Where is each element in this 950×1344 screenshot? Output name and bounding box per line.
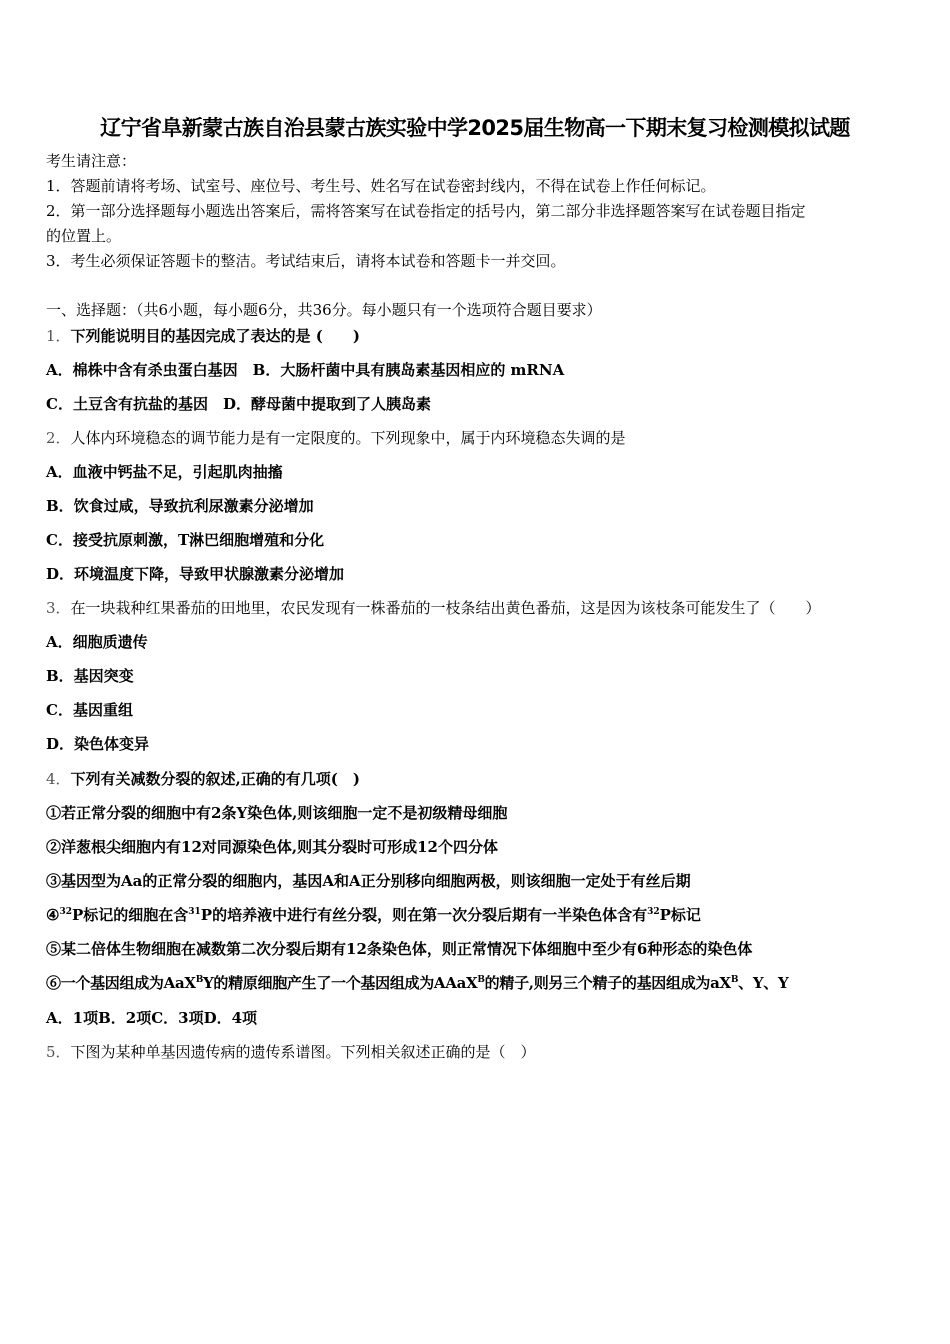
- q4-statement-5: ⑤某二倍体生物细胞在减数第二次分裂后期有12条染色体，则正常情况下体细胞中至少有6种形态的染色体: [46, 940, 753, 958]
- notice-item-1: 1．答题前请将考场、试室号、座位号、考生号、姓名写在试卷密封线内，不得在试卷上作任何标记。: [46, 177, 716, 195]
- question-number: 3．: [46, 599, 71, 617]
- q3-option-a: A．细胞质遗传: [46, 633, 148, 651]
- question-5: [46, 1042, 536, 1062]
- question-stem: 下图为某种单基因遗传病的遗传系谱图。下列相关叙述正确的是（ ）: [70, 1043, 536, 1061]
- question-stem: 人体内环境稳态的调节能力是有一定限度的。下列现象中，属于内环境稳态失调的是: [70, 429, 626, 447]
- q4-statement-4: [46, 905, 701, 925]
- q2-option-a: A．血液中钙盐不足，引起肌肉抽搐: [46, 463, 283, 481]
- q4-options: A．1项B．2项C．3项D．4项: [46, 1009, 258, 1027]
- superscript: B: [477, 975, 485, 985]
- q3-option-d: D．染色体变异: [46, 735, 150, 753]
- question-stem: 下列能说明目的基因完成了表达的是 ( ): [70, 327, 360, 345]
- q1-options-ab: A．棉株中含有杀虫蛋白基因 B．大肠杆菌中具有胰岛素基因相应的 mRNA: [46, 361, 565, 379]
- superscript: B: [195, 975, 204, 985]
- statement-mark: ④: [46, 906, 60, 924]
- superscript: B: [730, 975, 739, 985]
- statement-text: P标记: [659, 906, 701, 924]
- q2-option-c: C．接受抗原刺激，T淋巴细胞增殖和分化: [46, 531, 325, 549]
- statement-text: 、Y、Y: [738, 974, 789, 992]
- q4-statement-6: [46, 973, 788, 993]
- superscript: 31: [188, 907, 201, 917]
- notice-heading: 考生请注意：: [46, 152, 137, 170]
- statement-text: ⑥一个基因组成为AaX: [46, 974, 196, 992]
- question-number: 5．: [46, 1043, 71, 1061]
- notice-item-2b: 的位置上。: [46, 227, 122, 245]
- notice-item-3: 3．考生必须保证答题卡的整洁。考试结束后，请将本试卷和答题卡一并交回。: [46, 252, 566, 270]
- q3-option-b: B．基因突变: [46, 667, 134, 685]
- question-3: [46, 598, 821, 618]
- question-1: [46, 326, 360, 346]
- q4-statement-1: ①若正常分裂的细胞中有2条Y染色体,则该细胞一定不是初级精母细胞: [46, 804, 508, 822]
- page-title: 辽宁省阜新蒙古族自治县蒙古族实验中学2025届生物高一下期末复习检测模拟试题: [100, 116, 850, 140]
- statement-text: Y的精原细胞产生了一个基因组成为AAaX: [203, 974, 478, 992]
- q2-option-d: D．环境温度下降，导致甲状腺激素分泌增加: [46, 565, 345, 583]
- statement-text: P的培养液中进行有丝分裂，则在第一次分裂后期有一半染色体含有: [200, 906, 648, 924]
- question-stem: 在一块栽种红果番茄的田地里，农民发现有一株番茄的一枝条结出黄色番茄，这是因为该枝条可能发生了（ ）: [70, 599, 821, 617]
- question-number: 4．: [46, 770, 71, 788]
- q4-statement-3: ③基因型为Aa的正常分裂的细胞内，基因A和A正分别移向细胞两极，则该细胞一定处于有丝后期: [46, 872, 691, 890]
- q3-option-c: C．基因重组: [46, 701, 133, 719]
- notice-item-2a: 2．第一部分选择题每小题选出答案后，需将答案写在试卷指定的括号内，第二部分非选择题答案写在试卷题目指定: [46, 202, 806, 220]
- q1-options-cd: C．土豆含有抗盐的基因 D．酵母菌中提取到了人胰岛素: [46, 395, 431, 413]
- statement-text: 的精子,则另三个精子的基因组成为aX: [484, 974, 731, 992]
- section-heading: 一、选择题：（共6小题，每小题6分，共36分。每小题只有一个选项符合题目要求）: [46, 301, 602, 319]
- question-stem: 下列有关减数分裂的叙述,正确的有几项( ): [70, 770, 360, 788]
- q2-option-b: B．饮食过咸，导致抗利尿激素分泌增加: [46, 497, 314, 515]
- question-2: [46, 428, 626, 448]
- question-number: 2．: [46, 429, 71, 447]
- superscript: 32: [59, 907, 72, 917]
- statement-text: P标记的细胞在含: [71, 906, 189, 924]
- q4-statement-2: ②洋葱根尖细胞内有12对同源染色体,则其分裂时可形成12个四分体: [46, 838, 498, 856]
- question-number: 1．: [46, 327, 71, 345]
- superscript: 32: [647, 907, 660, 917]
- question-4: [46, 769, 360, 789]
